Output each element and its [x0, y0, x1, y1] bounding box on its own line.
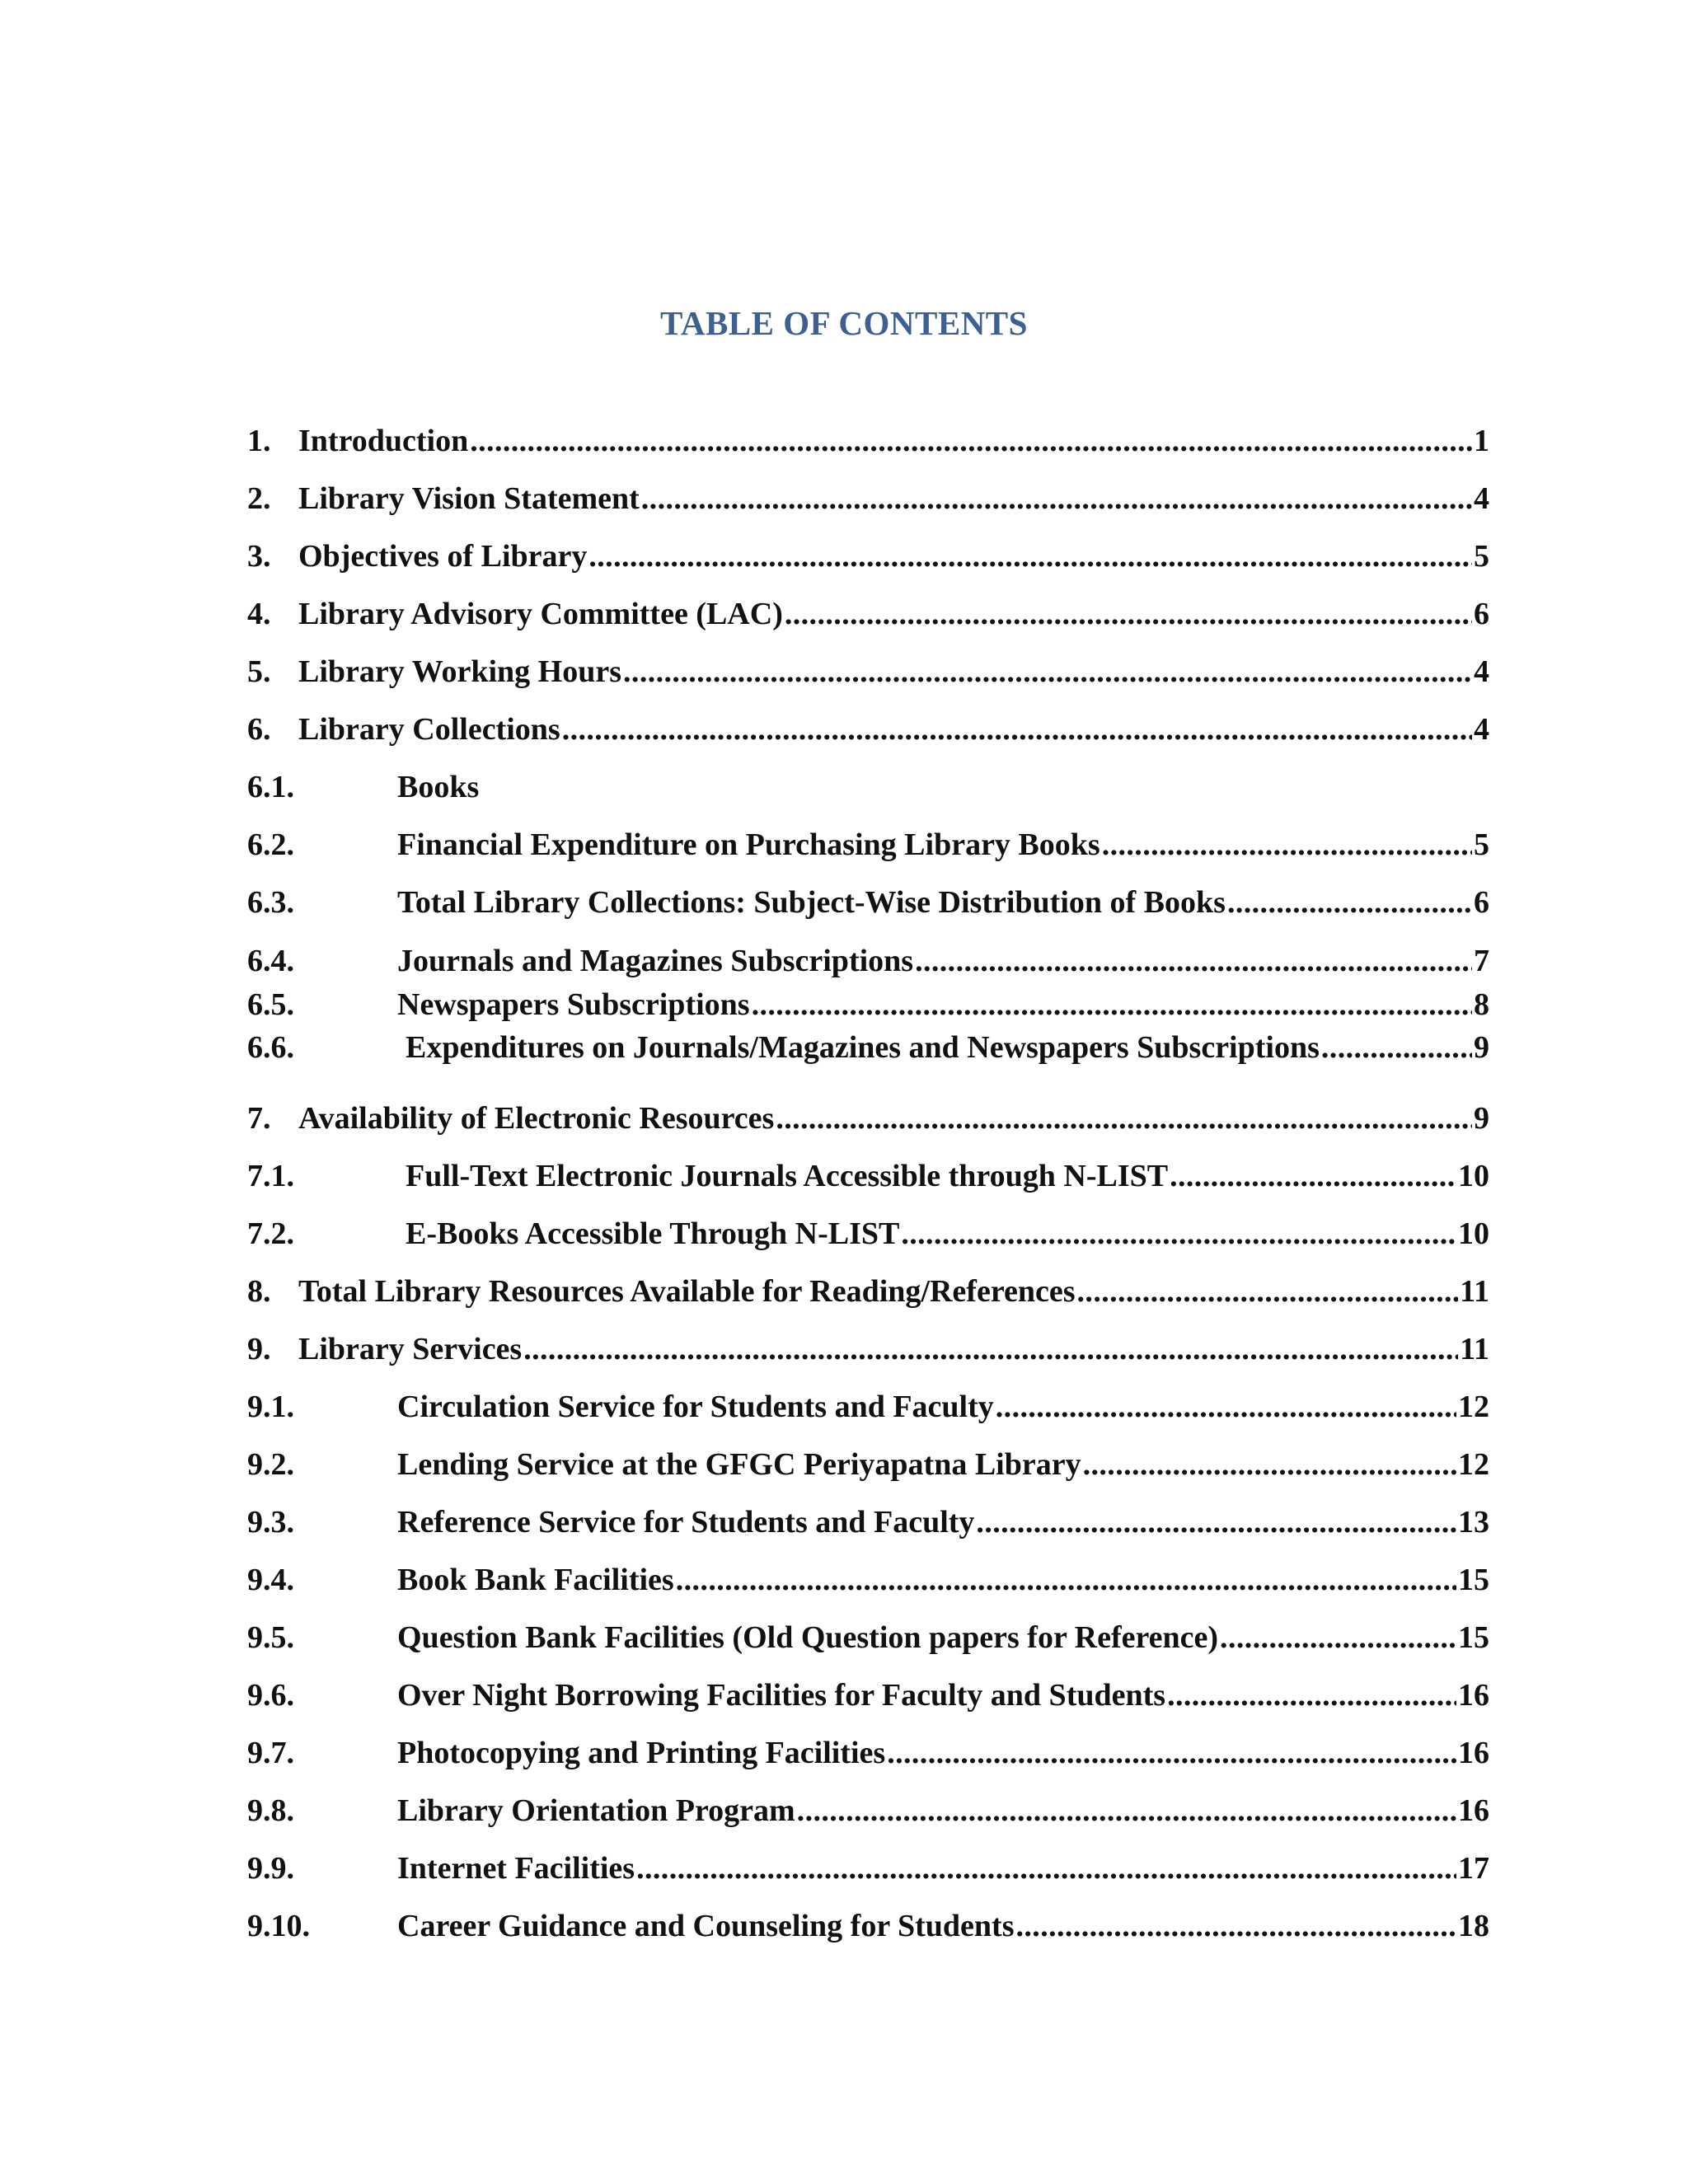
dot-leader — [901, 1213, 1456, 1254]
toc-entry-title: Introduction — [298, 424, 469, 458]
toc-entry-number: 6.5. — [247, 987, 294, 1022]
toc-entry-title: Full-Text Electronic Journals Accessible through N-LIST — [406, 1159, 1169, 1193]
dot-leader — [676, 1559, 1456, 1601]
dot-leader — [1170, 1155, 1456, 1197]
toc-entry[interactable] — [247, 1675, 1489, 1716]
toc-entry[interactable] — [247, 1444, 1489, 1485]
toc-entry[interactable] — [247, 1502, 1489, 1543]
toc-entry-number: 6.2. — [247, 827, 294, 862]
dot-leader — [588, 536, 1472, 577]
dot-leader — [623, 651, 1472, 692]
toc-entry-page: 4 — [1474, 481, 1489, 516]
toc-entry-page: 12 — [1458, 1447, 1489, 1482]
toc-entry[interactable] — [247, 1271, 1489, 1312]
toc-entry-page: 13 — [1458, 1505, 1489, 1540]
toc-entry[interactable] — [247, 1098, 1489, 1139]
toc-entry-number: 8. — [247, 1274, 271, 1309]
toc-entry-number: 9.3. — [247, 1505, 294, 1540]
toc-entry-number: 9. — [247, 1332, 271, 1366]
toc-entry-page: 12 — [1458, 1390, 1489, 1424]
toc-entry-number: 9.5. — [247, 1620, 294, 1655]
toc-entry-title: Library Advisory Committee (LAC) — [298, 597, 783, 631]
dot-leader — [641, 478, 1472, 519]
dot-leader — [1220, 1617, 1456, 1658]
toc-entry-page: 8 — [1474, 987, 1489, 1022]
toc-entry[interactable] — [247, 1329, 1489, 1370]
toc-entry[interactable] — [247, 984, 1489, 1025]
dot-leader — [915, 940, 1472, 982]
toc-entry-title: Library Working Hours — [298, 654, 622, 689]
toc-entry[interactable] — [247, 1386, 1489, 1427]
toc-entry-number: 5. — [247, 654, 271, 689]
toc-entry-page: 4 — [1474, 654, 1489, 689]
toc-entry[interactable] — [247, 420, 1489, 462]
toc-entry-number: 9.7. — [247, 1736, 294, 1770]
toc-entry[interactable] — [247, 536, 1489, 577]
toc-entry-title: Total Library Resources Available for Reading/References — [298, 1274, 1076, 1309]
dot-leader — [1167, 1675, 1456, 1716]
toc-entry-title: Library Orientation Program — [397, 1793, 795, 1828]
toc-entry-number: 9.9. — [247, 1851, 294, 1886]
dot-leader — [785, 593, 1472, 635]
dot-leader — [1102, 824, 1472, 865]
toc-entry-title: Internet Facilities — [397, 1851, 635, 1886]
toc-entry[interactable] — [247, 1905, 1489, 1947]
dot-leader — [1321, 1027, 1472, 1068]
toc-entry-number: 7.2. — [247, 1216, 294, 1251]
toc-entry-page: 16 — [1458, 1793, 1489, 1828]
dot-leader — [470, 420, 1472, 462]
toc-entry-number: 4. — [247, 597, 271, 631]
toc-entry[interactable] — [247, 882, 1489, 923]
toc-entry-page: 15 — [1458, 1563, 1489, 1597]
toc-entry-title: Library Collections — [298, 712, 560, 747]
toc-entry-title: Newspapers Subscriptions — [397, 987, 750, 1022]
toc-entry-number: 6.4. — [247, 944, 294, 978]
dot-leader — [1227, 882, 1472, 923]
dot-leader — [523, 1329, 1458, 1370]
toc-entry-page: 6 — [1474, 597, 1489, 631]
toc-entry-title: Lending Service at the GFGC Periyapatna Library — [397, 1447, 1081, 1482]
toc-entry[interactable] — [247, 1848, 1489, 1889]
toc-entry-title: Total Library Collections: Subject-Wise Distribution of Books — [397, 885, 1226, 920]
dot-leader — [976, 1502, 1456, 1543]
toc-entry[interactable] — [247, 940, 1489, 982]
toc-entry-page: 17 — [1458, 1851, 1489, 1886]
dot-leader — [887, 1732, 1456, 1774]
toc-entry[interactable] — [247, 1559, 1489, 1601]
dot-leader — [636, 1848, 1456, 1889]
toc-entry-page: 16 — [1458, 1678, 1489, 1713]
toc-entry-number: 9.6. — [247, 1678, 294, 1713]
toc-entry[interactable] — [247, 1617, 1489, 1658]
toc-entry[interactable] — [247, 1155, 1489, 1197]
toc-entry-page: 16 — [1458, 1736, 1489, 1770]
toc-entry[interactable] — [247, 1027, 1489, 1068]
toc-entry-number: 9.2. — [247, 1447, 294, 1482]
toc-entry-title: Objectives of Library — [298, 539, 588, 574]
dot-leader — [776, 1098, 1472, 1139]
toc-entry[interactable] — [247, 478, 1489, 519]
toc-entry-title: Financial Expenditure on Purchasing Library Books — [397, 827, 1100, 862]
toc-entry-title: Career Guidance and Counseling for Students — [397, 1909, 1015, 1943]
toc-entry-page: 18 — [1458, 1909, 1489, 1943]
toc-entry[interactable] — [247, 766, 1489, 808]
toc-entry-title: Expenditures on Journals/Magazines and Newspapers Subscriptions — [406, 1030, 1320, 1065]
page-title: TABLE OF CONTENTS — [660, 304, 1028, 342]
toc-entry-number: 1. — [247, 424, 271, 458]
toc-entry-number: 6. — [247, 712, 271, 747]
toc-entry[interactable] — [247, 1213, 1489, 1254]
toc-entry-title: Book Bank Facilities — [397, 1563, 674, 1597]
toc-entry-number: 9.4. — [247, 1563, 294, 1597]
toc-entry-number: 7.1. — [247, 1159, 294, 1193]
toc-entry[interactable] — [247, 1732, 1489, 1774]
toc-entry-page: 6 — [1474, 885, 1489, 920]
toc-entry-title: Library Services — [298, 1332, 523, 1366]
toc-entry-title: Library Vision Statement — [298, 481, 640, 516]
toc-entry-page: 9 — [1474, 1030, 1489, 1065]
toc-entry-page: 7 — [1474, 944, 1489, 978]
toc-entry-page: 1 — [1474, 424, 1489, 458]
toc-entry-number: 7. — [247, 1101, 271, 1136]
dot-leader — [996, 1386, 1456, 1427]
toc-entry-number: 3. — [247, 539, 271, 574]
toc-entry-title: Photocopying and Printing Facilities — [397, 1736, 886, 1770]
toc-entry-title: Question Bank Facilities (Old Question papers for Reference) — [397, 1620, 1219, 1655]
toc-entry[interactable] — [247, 709, 1489, 750]
toc-entry-page: 15 — [1458, 1620, 1489, 1655]
toc-entry-title: Availability of Electronic Resources — [298, 1101, 775, 1136]
toc-entry-number: 2. — [247, 481, 271, 516]
dot-leader — [797, 1790, 1456, 1831]
toc-entry-page: 5 — [1474, 539, 1489, 574]
dot-leader — [1016, 1905, 1457, 1947]
toc-entry-title: Circulation Service for Students and Faculty — [397, 1390, 994, 1424]
toc-entry-number: 9.8. — [247, 1793, 294, 1828]
toc-entry-number: 6.6. — [247, 1030, 294, 1065]
toc-entry-page: 10 — [1458, 1159, 1489, 1193]
dot-leader — [1083, 1444, 1456, 1485]
toc-entry-title: E-Books Accessible Through N-LIST — [406, 1216, 900, 1251]
toc-entry-page: 11 — [1460, 1332, 1489, 1366]
toc-entry-page: 5 — [1474, 827, 1489, 862]
toc-entry-page: 4 — [1474, 712, 1489, 747]
toc-entry-page: 11 — [1460, 1274, 1489, 1309]
toc-entry-number: 6.1. — [247, 770, 294, 804]
toc-entry[interactable] — [247, 1790, 1489, 1831]
toc-entry-title: Reference Service for Students and Faculty — [397, 1505, 975, 1540]
toc-entry-number: 9.10. — [247, 1909, 310, 1943]
toc-entry[interactable] — [247, 651, 1489, 692]
toc-entry-page: 10 — [1458, 1216, 1489, 1251]
toc-entry-title: Journals and Magazines Subscriptions — [397, 944, 914, 978]
toc-entry-title: Books — [397, 770, 480, 804]
toc-entry-title: Over Night Borrowing Facilities for Faculty and Students — [397, 1678, 1166, 1713]
toc-entry[interactable] — [247, 593, 1489, 635]
dot-leader — [562, 709, 1472, 750]
toc-entry-number: 9.1. — [247, 1390, 294, 1424]
dot-leader — [752, 984, 1472, 1025]
dot-leader — [1077, 1271, 1459, 1312]
toc-entry-page: 9 — [1474, 1101, 1489, 1136]
toc-entry[interactable] — [247, 824, 1489, 865]
toc-entry-number: 6.3. — [247, 885, 294, 920]
